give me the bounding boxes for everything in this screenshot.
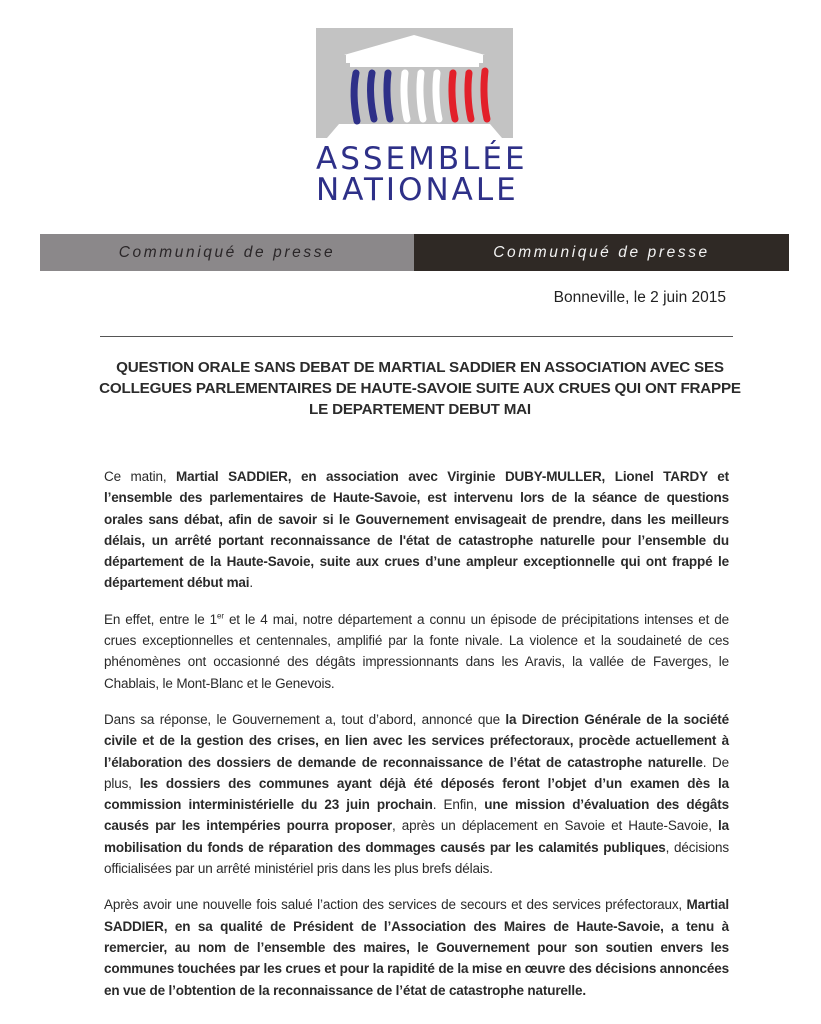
bold-text-segment: une mission d’évaluation des dégâts causés par les intempéries pourra proposer bbox=[104, 797, 729, 834]
text-segment: , après un déplacement en Savoie et Haute-Savoie, bbox=[391, 818, 719, 834]
paragraph-1 bbox=[104, 466, 729, 594]
text-segment: Dans sa réponse, le Gouvernement a, tout d’abord, annoncé que bbox=[104, 711, 506, 727]
press-banner-left-label: Communiqué de presse bbox=[118, 243, 336, 261]
press-banner-right bbox=[414, 234, 789, 271]
bold-text-segment: Martial SADDIER, en association avec Virginie DUBY-MULLER, Lionel TARDY et l’ensemble des parlementaires de Haute-Savoie, est intervenu lors de la séance de questions orales sans débat, afin de savoir si le Gouvernement envisageait de prendre, dans les meilleurs délais, un arrêté portant reconnaissance de l'état de catastrophe naturelle pour l’ensemble du département de la Haute-Savoie, suite aux crues d’une ampleur exceptionnelle qui ont frappé le département début mai bbox=[104, 469, 729, 591]
text-segment: Ce matin, bbox=[104, 469, 177, 484]
text-segment: et le 4 mai, notre département a connu un épisode de précipitations intenses et de crues exceptionnelles et centennales, amplifié par la fonte nivale. La violence et la soudaineté de ces phénomènes ont occasionné des dégâts impressionnants dans les Aravis, la vallée de Faverges, le Chablais, le Mont-Blanc et le Genevois. bbox=[104, 611, 730, 691]
dateline: Bonneville, le 2 juin 2015 bbox=[553, 289, 726, 306]
headline: QUESTION ORALE SANS DEBAT DE MARTIAL SADDIER EN ASSOCIATION AVEC SES COLLEGUES PARLEMENTAIRES DE HAUTE-SAVOIE SUITE AUX CRUES QUI ONT FRAPPE LE DEPARTEMENT DEBUT MAI bbox=[99, 359, 741, 418]
text-segment: Après avoir une nouvelle fois salué l’action des services de secours et des services préfectoraux, bbox=[104, 897, 687, 913]
paragraph-4 bbox=[104, 894, 729, 1000]
paragraph-3 bbox=[104, 709, 729, 879]
press-release-banner bbox=[40, 234, 789, 271]
press-banner-right-label: Communiqué de presse bbox=[493, 243, 710, 261]
paragraph-2 bbox=[104, 609, 729, 694]
bold-text-segment: la mobilisation du fonds de réparation des dommages causés par les calamités publiques bbox=[104, 818, 729, 855]
logo-text-nationale: NATIONALE bbox=[316, 172, 519, 208]
assemblee-nationale-logo bbox=[316, 28, 528, 208]
text-segment: er bbox=[217, 611, 224, 621]
text-segment: . Enfin, bbox=[432, 797, 485, 813]
text-segment: . De plus, bbox=[104, 754, 729, 791]
logo-text-assemblee: ASSEMBLÉE bbox=[316, 141, 528, 177]
bold-text-segment: les dossiers des communes ayant déjà été déposés feront l’objet d’un examen dès la commission interministérielle du 23 juin prochain bbox=[104, 775, 729, 813]
text-segment: En effet, entre le 1 bbox=[104, 611, 218, 627]
bold-text-segment: la Direction Générale de la société civile et de la gestion des crises, en lien avec les services préfectoraux, procède actuellement à l’élaboration des dossiers de demande de reconnaissance de l’état de catastrophe naturelle bbox=[104, 711, 729, 770]
bold-text-segment: Martial SADDIER, en sa qualité de Président de l’Association des Maires de Haute-Savoie, a tenu à remercier, au nom de l’ensemble des maires, le Gouvernement pour son soutien envers les communes touchées par les crues et pour la rapidité de la mise en œuvre des décisions annoncées en vue de l’obtention de la reconnaissance de l’état de catastrophe naturelle. bbox=[104, 897, 729, 998]
article-body bbox=[104, 466, 729, 1016]
text-segment: , décisions officialisées par un arrêté ministériel pris dans les plus brefs délais. bbox=[104, 839, 729, 877]
horizontal-divider bbox=[100, 336, 733, 337]
text-segment: . bbox=[249, 575, 253, 591]
press-banner-left bbox=[40, 234, 414, 271]
parliament-building-icon bbox=[316, 28, 513, 140]
